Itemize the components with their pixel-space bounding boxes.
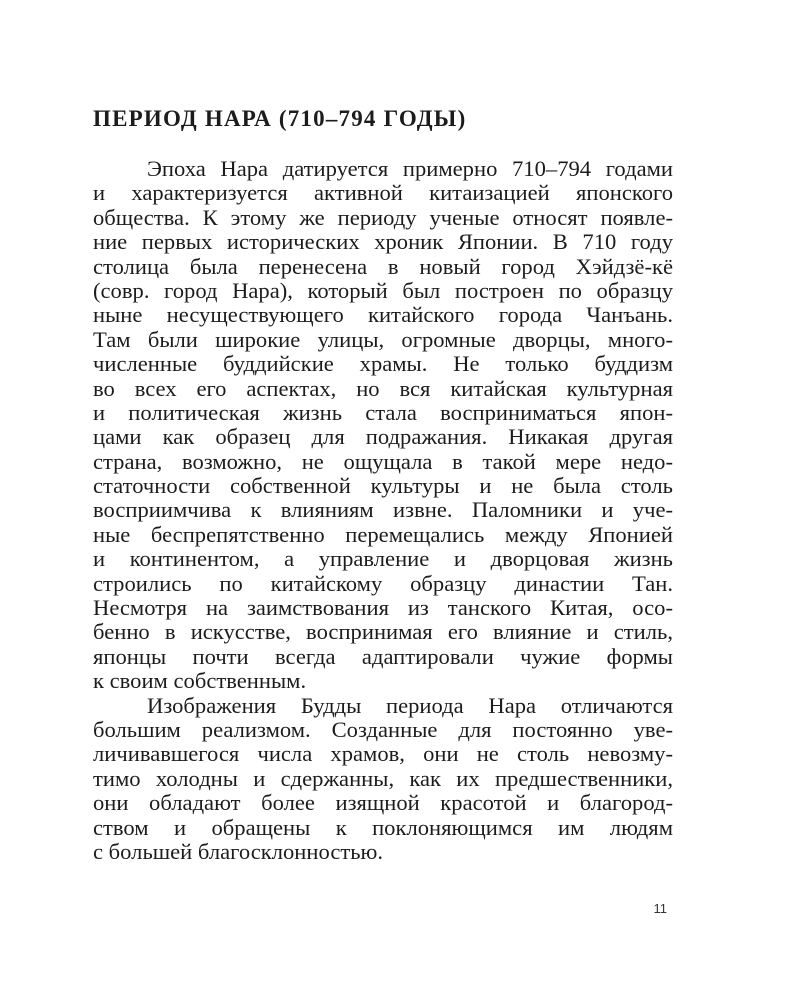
- text-line: столица была перенесена в новый город Хэйдзё-кё: [93, 253, 673, 279]
- text-line: строились по китайскому образцу династии Тан.: [93, 570, 673, 596]
- paragraph-2: [93, 694, 673, 865]
- text-line: ные беспрепятственно перемещались между Японией: [93, 521, 673, 547]
- text-line: личивавшегося числа храмов, они не столь невозму-: [93, 741, 673, 767]
- text-line: они обладают более изящной красотой и благород-: [93, 790, 673, 816]
- text-line: японцы почти всегда адаптировали чужие формы: [93, 643, 673, 669]
- text-line: к своим собственным.: [93, 668, 307, 694]
- text-line: тимо холодны и сдержанны, как их предшественники,: [93, 765, 673, 791]
- page-number: 11: [653, 901, 667, 916]
- text-line: Изображения Будды периода Нара отличаются: [147, 692, 673, 718]
- text-line: во всех его аспектах, но вся китайская культурная: [93, 375, 673, 401]
- text-line: Эпоха Нара датируется примерно 710–794 годами: [147, 156, 673, 181]
- text-line: страна, возможно, не ощущала в такой мере недо-: [93, 448, 673, 474]
- text-line: восприимчива к влияниям извне. Паломники и уче-: [93, 497, 673, 523]
- paragraph-1: [93, 157, 673, 694]
- text-line: бенно в искусстве, воспринимая его влияние и стиль,: [93, 619, 673, 645]
- text-line: статочности собственной культуры и не была столь: [93, 473, 673, 499]
- text-line: цами как образец для подражания. Никакая другая: [93, 424, 673, 450]
- chapter-heading: ПЕРИОД НАРА (710–794 ГОДЫ): [93, 106, 467, 131]
- text-line: и континентом, а управление и дворцовая жизнь: [93, 546, 673, 572]
- text-line: Несмотря на заимствования из танского Китая, осо-: [93, 595, 673, 621]
- text-line: и характеризуется активной китаизацией японского: [93, 180, 673, 206]
- text-line: Там были широкие улицы, огромные дворцы, много-: [93, 326, 673, 352]
- text-line: с большей благосклонностью.: [93, 838, 384, 864]
- text-line: ныне несуществующего китайского города Чанъань.: [93, 302, 673, 328]
- text-line: ние первых исторических хроник Японии. В 710 году: [93, 229, 673, 255]
- text-line: и политическая жизнь стала восприниматься япон-: [93, 399, 673, 425]
- text-line: ством и обращены к поклоняющимся им людям: [93, 814, 673, 840]
- text-line: (совр. город Нара), который был построен по образцу: [93, 277, 673, 303]
- body-text: [93, 157, 673, 864]
- text-line: общества. К этому же периоду ученые относят появле-: [93, 204, 673, 230]
- text-line: численные буддийские храмы. Не только буддизм: [93, 351, 673, 377]
- text-line: большим реализмом. Созданные для постоянно уве-: [93, 716, 673, 742]
